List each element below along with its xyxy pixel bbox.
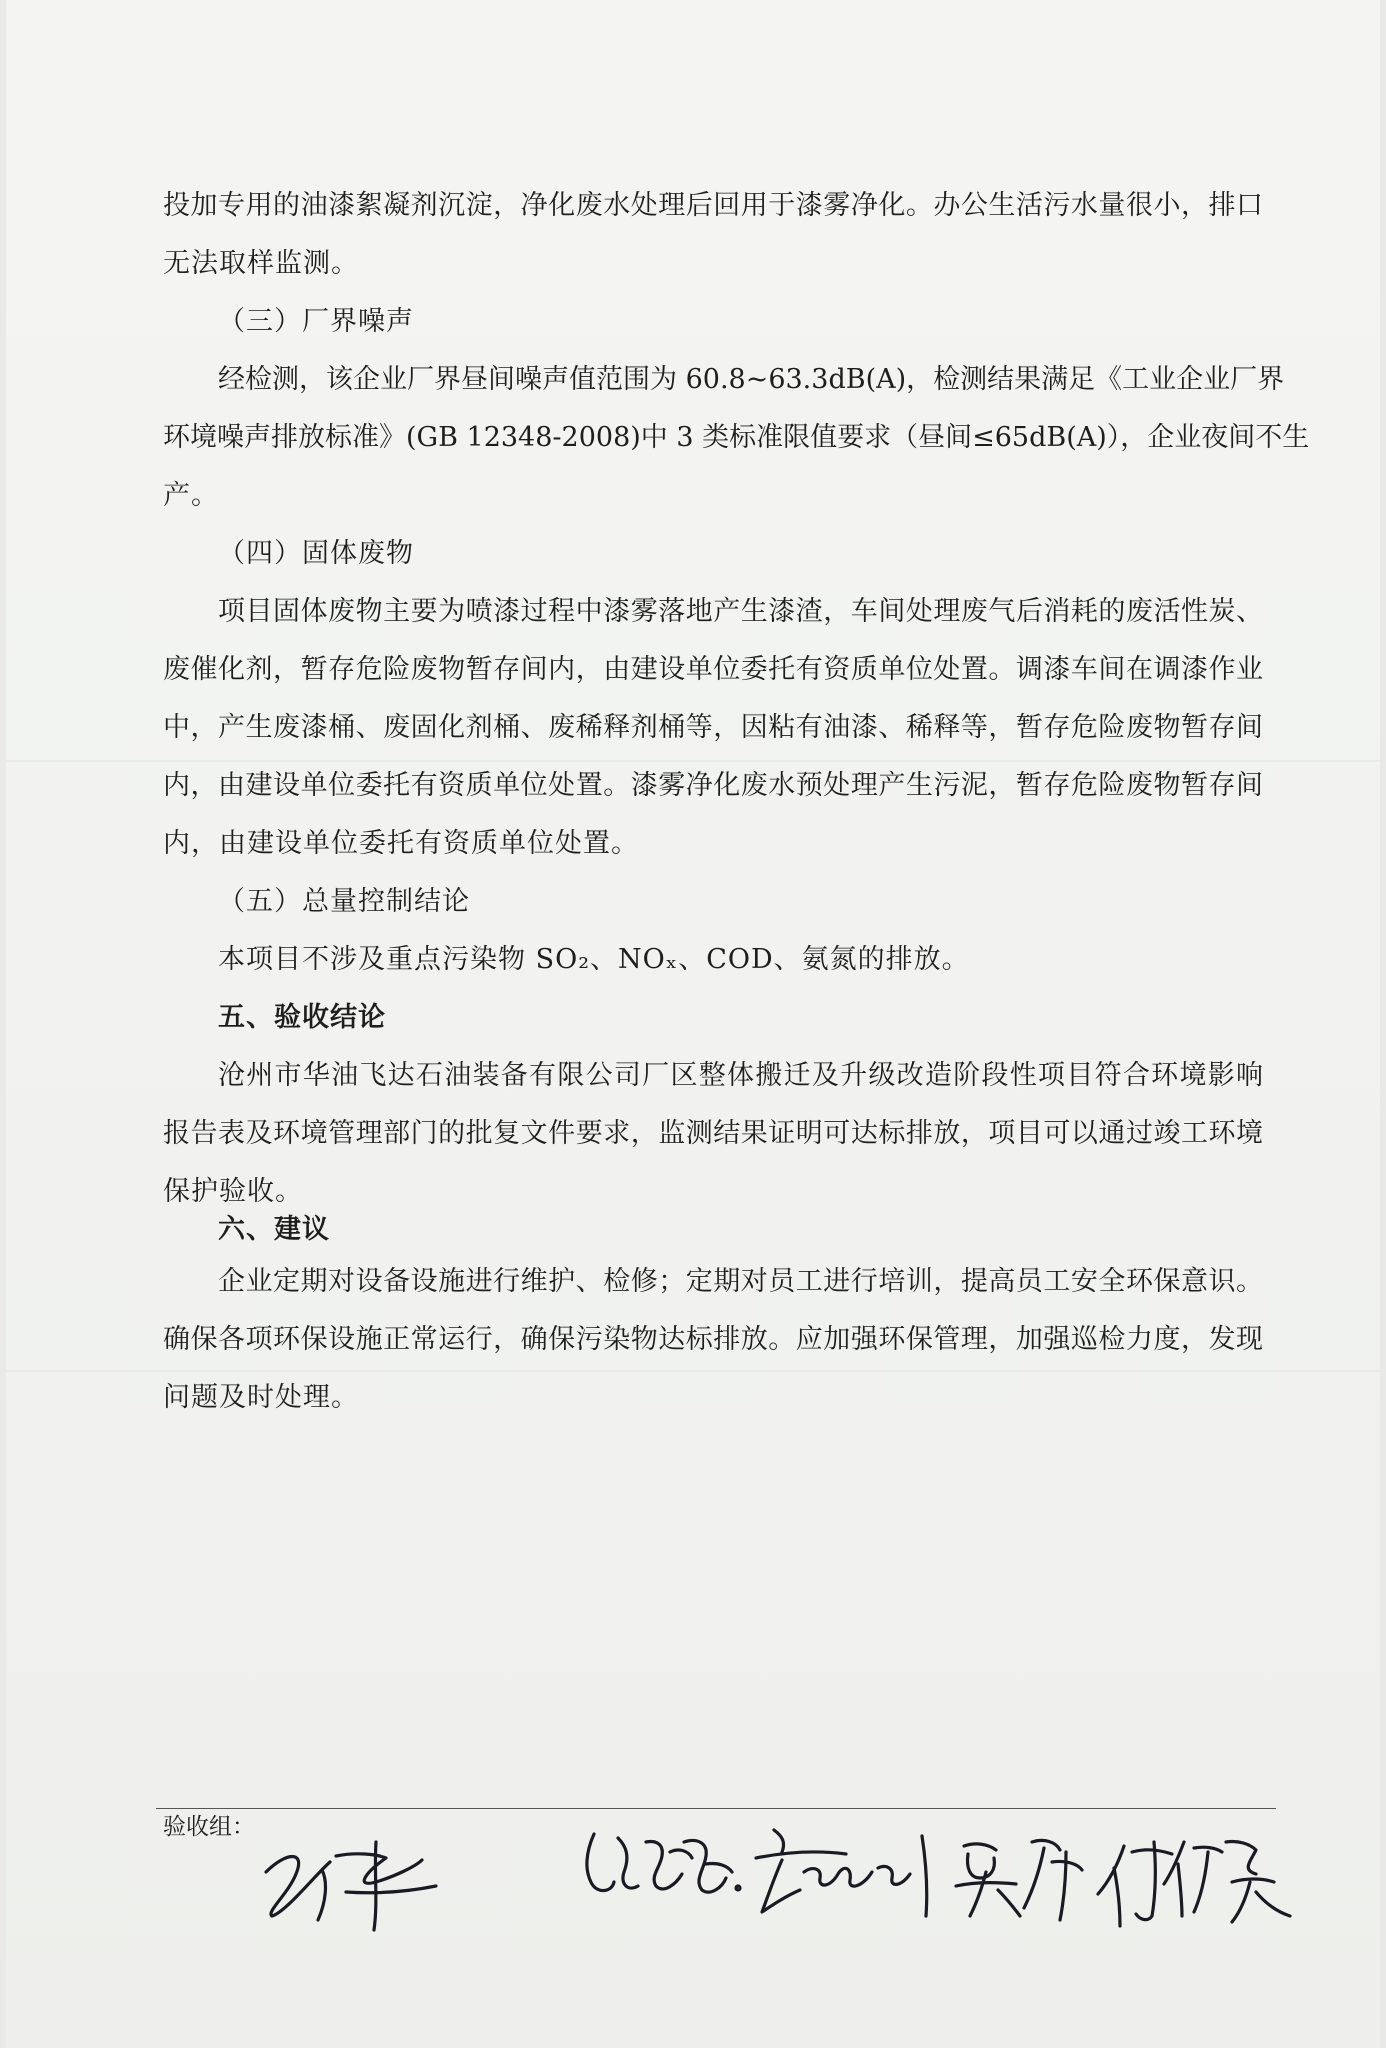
paragraph-line: 确保各项环保设施正常运行，确保污染物达标排放。应加强环保管理，加强巡检力度，发现: [163, 1324, 1263, 1355]
chapter-heading: 六、建议: [218, 1214, 330, 1245]
signature-2: [587, 1834, 740, 1892]
paragraph-line: 经检测，该企业厂界昼间噪声值范围为 60.8~63.3dB(A)，检测结果满足《工业企业厂界: [218, 364, 1285, 395]
paragraph-line: 废催化剂，暂存危险废物暂存间内，由建设单位委托有资质单位处置。调漆车间在调漆作业: [163, 654, 1263, 685]
handwritten-signatures: [226, 1812, 1306, 1932]
paragraph-line: 中，产生废漆桶、废固化剂桶、废稀释剂桶等，因粘有油漆、稀释等，暂存危险废物暂存间: [163, 712, 1263, 743]
paragraph-line: 产。: [163, 480, 219, 511]
paragraph-line: 沧州市华油飞达石油装备有限公司厂区整体搬迁及升级改造阶段性项目符合环境影响: [218, 1060, 1263, 1091]
paragraph-line: 内，由建设单位委托有资质单位处置。漆雾净化废水预处理产生污泥，暂存危险废物暂存间: [163, 770, 1263, 801]
section-heading: （三）厂界噪声: [218, 306, 414, 337]
paragraph-line: 本项目不涉及重点污染物 SO₂、NOₓ、COD、氨氮的排放。: [218, 944, 970, 975]
signature-rule: [156, 1808, 1276, 1809]
section-heading: （五）总量控制结论: [218, 886, 470, 917]
signature-1: [266, 1842, 436, 1930]
paragraph-line: 项目固体废物主要为喷漆过程中漆雾落地产生漆渣，车间处理废气后消耗的废活性炭、: [218, 596, 1263, 627]
document-page: [6, 0, 1380, 2048]
paragraph-line: 无法取样监测。: [163, 248, 359, 279]
body-text: [6, 0, 1380, 2048]
paragraph-line: 企业定期对设备设施进行维护、检修；定期对员工进行培训，提高员工安全环保意识。: [218, 1266, 1263, 1297]
signature-label: 验收组：: [163, 1814, 255, 1840]
paragraph-line: 保护验收。: [163, 1176, 303, 1207]
paragraph-line: 投加专用的油漆絮凝剂沉淀，净化废水处理后回用于漆雾净化。办公生活污水量很小，排口: [163, 190, 1263, 221]
signature-3: [756, 1830, 927, 1916]
section-heading: （四）固体废物: [218, 538, 414, 569]
paragraph-line: 内，由建设单位委托有资质单位处置。: [163, 828, 639, 859]
paragraph-line: 报告表及环境管理部门的批复文件要求，监测结果证明可达标排放，项目可以通过竣工环境: [163, 1118, 1263, 1149]
paragraph-line: 问题及时处理。: [163, 1382, 359, 1413]
paragraph-line: 环境噪声排放标准》(GB 12348-2008)中 3 类标准限值要求（昼间≤65dB(A)），企业夜间不生: [163, 422, 1310, 453]
signature-4: [956, 1840, 1082, 1920]
signature-5: [1098, 1841, 1290, 1926]
chapter-heading: 五、验收结论: [218, 1002, 386, 1033]
